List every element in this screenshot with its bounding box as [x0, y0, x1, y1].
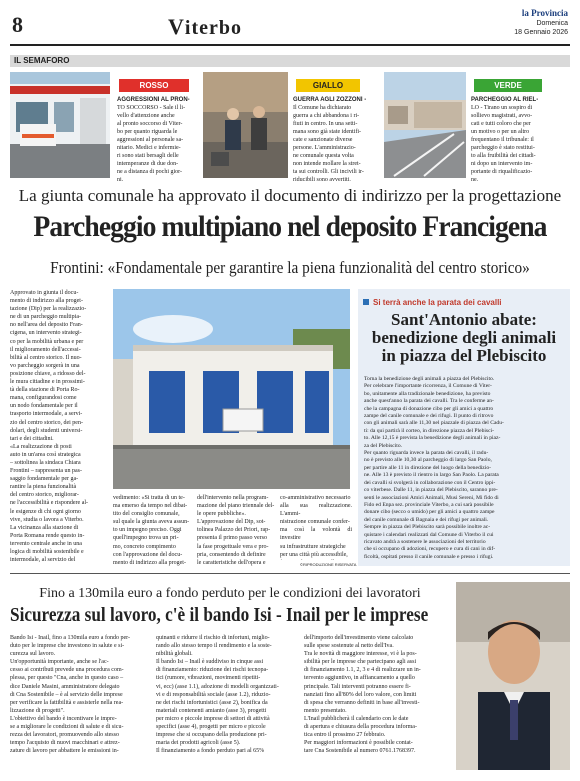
article-kicker: La giunta comunale ha approvato il documento di indirizzo per la progettazione: [18, 186, 562, 205]
text-line: Tra le novità di maggiore interesse, vi è la pos-: [304, 651, 417, 658]
semaforo-photo-hospital: [10, 72, 110, 178]
text-line: la fase progettuale vera e pro-: [197, 543, 269, 550]
text-line: duto per le imprese che investono in salute e si-: [10, 643, 125, 650]
text-line: to. Alle 12,15 è prevista la benedizione degli animali in piaz-: [364, 435, 501, 442]
text-line: dell'importo dell'investimento viene calcolato: [304, 635, 414, 641]
text-line: vo parcheggio sorgerà in una: [10, 362, 80, 369]
text-line: zature di lavoro per abbattere le emissioni in-: [10, 748, 119, 755]
article-column-4: [280, 494, 352, 560]
text-line: cesso ai contributi prevede una procedura com-: [10, 667, 124, 674]
article2-column-1: [10, 634, 150, 774]
badge-giallo: GIALLO: [296, 79, 360, 92]
text-line: co-amministrativo necessario: [280, 495, 351, 501]
photo-credit: ©RIPRODUZIONE RISERVATA: [300, 562, 357, 567]
text-line: saggio fondamentale per ga-: [10, 476, 79, 483]
text-line: rezza dei lavoratori, promuovendo allo stesso: [10, 732, 119, 739]
bus-depot-illustration: [113, 289, 350, 489]
text-line: per verificare la fattibilità e assisterle nella rea-: [10, 699, 124, 706]
text-line: tolinea Palazzo dei Priori, rap-: [197, 527, 271, 534]
text-line: tervento centrale anche in una: [10, 540, 82, 547]
semaforo-text-giallo: [293, 96, 378, 184]
semaforo-photo-parking: [384, 72, 466, 178]
text-line: Per quanto riguarda invece la parata dei cavalli, il radu-: [364, 450, 489, 457]
text-line: ne di un parcheggio multipia-: [10, 314, 81, 321]
date-day: Domenica: [536, 20, 568, 27]
text-line: tà della stazione di Porta Ro-: [10, 387, 80, 394]
text-line: il miglioramento dell'accessi-: [10, 346, 81, 353]
text-line: trasporto intermodale, a servi-: [10, 411, 83, 418]
article-headline: Parcheggio multipiano nel deposito Francigena: [33, 210, 547, 243]
text-line: L'Inail pubblicherà il calendario con le date: [304, 715, 409, 722]
text-line: mo, concreto compimento: [113, 543, 176, 550]
text-line: [280, 559, 352, 560]
text-line: co viterbese. Dalle 11, in piazza del Plebiscito, saranno pre-: [364, 487, 498, 494]
text-line: mazione del piano triennale del-: [197, 503, 275, 510]
text-line: al pronto soccorso di Viter-: [117, 121, 183, 127]
text-line: Torna la benedizione degli animali a piazza del Plebiscito.: [364, 376, 495, 382]
text-line: Il bando Isi – Inail è suddiviso in cinque assi: [156, 659, 264, 666]
text-line: un motivo o per un altro: [471, 129, 530, 135]
article-subhead: Frontini: «Fondamentale per garantire la piena funzionalità del centro storico»: [50, 258, 530, 277]
article-column-2: [113, 494, 191, 566]
text-line: ni.: [117, 177, 124, 183]
text-line: maria dei prodotti agricoli (asse 5).: [156, 740, 241, 747]
text-line: to alla fruibilità dei cittadi-: [471, 153, 536, 159]
sidebar-title: [362, 311, 566, 365]
text-line: le esigenze di chi ogni giorno: [10, 508, 81, 515]
text-line: ne dei rischi infortunistici (asse 2), bonifica da: [156, 699, 268, 706]
text-line: sul quale la giunta aveva assun-: [113, 519, 190, 526]
text-line: Per maggiori informazioni è possibile contat-: [304, 740, 413, 747]
text-line: specifici (asse 4), progetti per micro e piccole: [156, 724, 266, 731]
text-line: sibilità per le imprese che partecipano agli assi: [304, 659, 417, 666]
text-line: principale. Tali interventi potranno essere fi-: [304, 683, 411, 690]
text-line: dolari, degli studenti universi-: [10, 427, 83, 434]
text-line: Fido ed Enpa sez. provinciale Viterbo, a cui sarà possibile: [364, 501, 494, 508]
text-line: ma così la volontà di investire: [280, 527, 352, 542]
text-line: – sottolinea la sindaca Chiara: [10, 459, 81, 466]
text-line: tici (rumore, vibrazioni, movimenti ripetiti-: [156, 675, 261, 682]
text-line: le opere pubbliche».: [197, 511, 246, 518]
text-line: La vicinanza alla stazione di: [10, 524, 79, 531]
text-line: tervento aggiuntivo, in affiancamento a quello: [304, 675, 415, 682]
text-line: su infrastrutture strategiche: [280, 543, 346, 550]
text-line: no nell'area del deposito Fran-: [10, 322, 83, 329]
text-line: «La realizzazione di posti: [10, 443, 72, 450]
text-line: Frontini – rappresenta un pas-: [10, 468, 82, 475]
text-line: to un impegno preciso. Oggi: [113, 527, 182, 534]
text-line: vi e di responsabilità sociale (asse 1.2), riduzio-: [156, 691, 271, 698]
text-line: L'approvazione del Dip, sot-: [197, 519, 266, 526]
portrait-photo: [456, 582, 570, 770]
semaforo-photo-people: [203, 72, 288, 178]
text-line: ma emerso da tempo nel dibat-: [113, 503, 188, 510]
section-rule: [10, 573, 570, 574]
text-line: ta sui controlli. Gli incivili ir-: [293, 169, 364, 175]
man-portrait-illustration: [456, 582, 570, 770]
sidebar-kicker: Si terrà anche la parata dei cavalli: [373, 298, 502, 307]
text-line: che si occupano di adozioni, recupero e cura di cani in dif-: [364, 546, 496, 553]
text-line: riducibili sono avvertiti.: [293, 177, 351, 183]
text-line: vello d'attenzione anche: [117, 113, 175, 119]
text-line: Sempre in piazza del Plebiscito sarà possibile inoltre ac-: [364, 524, 491, 531]
text-line: non intende mollare la stret-: [293, 161, 361, 167]
sidebar-text: [364, 376, 566, 562]
text-line: tare Cna Sostenibile al numero 0761.1768397.: [304, 748, 416, 755]
text-line: presenta il primo passo verso: [197, 535, 267, 542]
article-column-1: [10, 289, 108, 564]
parking-illustration: [384, 72, 466, 178]
text-line: ti: da qui partirà il corteo, in direzione piazza del Plebisci-: [364, 427, 495, 434]
semaforo-label: IL SEMAFORO: [14, 56, 70, 65]
text-line: di finanziamento: riduzione dei rischi tecnopa-: [156, 667, 269, 674]
article-column-3: [197, 494, 275, 566]
text-line: portante di riqualificazio-: [471, 169, 533, 175]
text-line: ficoltà, ospitati presso il canile comunale e presso i rifugi.: [364, 553, 494, 560]
text-line: zio del centro storico, dei pen-: [10, 419, 83, 426]
text-line: dei cavalli si svolgerà in collaborazione con il Centro ippi-: [364, 479, 496, 486]
text-line: AGGRESSIONI AL PRON-: [117, 97, 190, 103]
text-line: cigena, un intervento strategi-: [10, 330, 82, 337]
text-line: rantire la piena funzionalità: [10, 484, 77, 491]
text-line: nitario. Medici e infermie-: [117, 145, 181, 151]
badge-verde: VERDE: [474, 79, 542, 92]
text-line: donare cibo (secco o umido) per gli amici a quattro zampe: [364, 509, 495, 516]
text-line: cati e tutti coloro che per: [471, 121, 531, 127]
text-line: sulle spese sostenute al netto dell'Iva.: [304, 643, 394, 650]
page-number: 8: [12, 12, 23, 37]
text-line: Approvato in giunta il docu-: [10, 290, 79, 296]
text-line: ri sono stati bersagli delle: [117, 153, 179, 159]
semaforo-text-verde: [471, 96, 567, 184]
people-illustration: [203, 72, 288, 178]
text-line: vi, ecc) (asse 1.1), adozione di modelli organizzati-: [156, 683, 279, 690]
text-line: pria, consentendo di definire: [197, 551, 266, 558]
text-line: za del Plebiscito.: [364, 442, 403, 449]
text-line: vive, studia o lavora a Viterbo.: [10, 516, 84, 523]
text-line: per partire alle 11 in direzione del luogo della benedizio-: [364, 464, 491, 471]
text-line: tica entro il prossimo 27 febbraio.: [304, 732, 386, 739]
text-line: Per celebrare l'importante ricorrenza, il Comune di Viter-: [364, 383, 492, 390]
text-line: Bando Isi - Inail, fino a 130mila euro a fondo per-: [10, 635, 131, 641]
text-line: di Cna Sostenibile – è al servizio delle imprese: [10, 691, 123, 698]
text-line: quinanti e ridurre il rischio di infortuni, miglio-: [156, 635, 270, 641]
text-line: mento di indirizzo alla proget-: [10, 298, 83, 305]
date-full: 18 Gennaio 2026: [514, 29, 568, 36]
text-line: auto in un'area così strategica: [10, 451, 81, 458]
text-line: Porta Romana rende questo in-: [10, 532, 85, 539]
text-line: tempo l'acquisto di nuovi macchinari e attrez-: [10, 740, 120, 747]
title-line: benedizione degli animali: [371, 328, 557, 347]
text-line: mana, configurandosi come: [10, 395, 77, 402]
text-line: di apertura e chiusura della procedura informa-: [304, 724, 417, 731]
text-line: cate e sanzionate diverse: [293, 137, 353, 143]
text-line: le caratteristiche dell'opera e: [197, 559, 266, 566]
text-line: nistrazione comunale confer-: [280, 519, 350, 526]
text-line: ni dopo un intervento im-: [471, 161, 533, 167]
text-line: di spesa che verranno definiti in base all'investi-: [304, 699, 420, 706]
article2-headline: Sicurezza sul lavoro, c'è il bando Isi - Inail per le imprese: [10, 604, 429, 626]
text-line: vedimento: «Si tratta di un te-: [113, 495, 185, 501]
text-line: le mura cittadine e in prossimi-: [10, 379, 85, 386]
text-line: PARCHEGGIO AL RIEL-: [471, 97, 539, 103]
sidebar-square-icon: [363, 299, 369, 305]
text-line: quell'impegno trova un pri-: [113, 535, 179, 542]
section-title: Viterbo: [168, 14, 242, 39]
text-line: sollievo magistrati, avvo-: [471, 113, 533, 119]
semaforo-text-rosso: [117, 96, 197, 184]
text-line: bo, unitamente alla tradizionale benedizione, ha previsto: [364, 390, 491, 397]
text-line: per micro e piccole imprese di settori di attività: [156, 715, 270, 722]
text-line: intermodale, al servizio del: [10, 557, 76, 564]
text-line: alla sua realizzazione. L'ammi-: [280, 503, 352, 518]
text-line: del centro storico, migliorar-: [10, 492, 79, 499]
text-line: quistare i calendari realizzati dal Comune di Viterbo il cui: [364, 531, 494, 538]
text-line: nibilità globali.: [156, 651, 193, 658]
text-line: ricavato andrà a sostenere le associazioni del territorio: [364, 538, 486, 545]
text-line: tari e dei cittadini.: [10, 435, 54, 442]
text-line: materiali contenenti amianto (asse 3), progetti: [156, 707, 267, 714]
article2-kicker: Fino a 130mila euro a fondo perduto per le condizioni dei lavoratori: [39, 586, 421, 601]
text-line: con l'approvazione del docu-: [113, 551, 183, 558]
text-line: ne l'accessibilità e rispondere al-: [10, 500, 89, 507]
text-line: TO SOCCORSO - Sale il li-: [117, 105, 186, 111]
text-line: plessa, per questo "Cna, anche in questo caso –: [10, 675, 124, 682]
text-line: nanziati fino all'80% del loro valore, con limiti: [304, 691, 417, 698]
text-line: mana sono già state identifi-: [293, 129, 361, 135]
text-line: rando allo stesso tempo il rendimento e la soste-: [156, 643, 272, 650]
text-line: mento di indirizzo alla proget-: [113, 559, 186, 566]
text-line: co per la mobilità urbana e per: [10, 338, 84, 345]
text-line: aggressioni al personale sa-: [117, 137, 184, 143]
text-line: dell'intervento nella program-: [197, 495, 269, 501]
text-line: con gli animali sarà alle 11,30 nel piazzale di piazza del Cadu-: [364, 420, 504, 427]
text-line: del canile comunale di Bagnaia e dei rifugi per animali.: [364, 516, 489, 523]
text-line: fiuti in centro. In una setti-: [293, 121, 358, 127]
text-line: Il Comune ha dichiarato: [293, 105, 352, 111]
badge-rosso: ROSSO: [119, 79, 189, 92]
text-line: parcheggio è stato restitui-: [471, 145, 535, 151]
text-line: di finanziamento 1.1, 2, 3 e 4 di realizzare un in-: [304, 667, 421, 674]
text-line: guerra a chi abbandona i ri-: [293, 113, 360, 119]
text-line: intemperanze di due don-: [117, 161, 179, 167]
text-line: un nodo fondamentale per il: [10, 403, 78, 410]
text-line: tazione (Dip) per la realizzazio-: [10, 306, 87, 313]
text-line: zampe del canile comunale e dei rifugi. Il punto di ritrovo: [364, 413, 494, 420]
text-line: ne comunale questa volta: [293, 153, 354, 159]
text-line: tito del consiglio comunale,: [113, 511, 180, 518]
newspaper-name: la Provincia: [521, 8, 568, 18]
text-line: Il finanziamento a fondo perduto pari al 65%: [156, 748, 265, 755]
text-line: dice Daniele Masini, amministratore delegato: [10, 683, 120, 690]
hospital-illustration: [10, 72, 110, 178]
text-line: GUERRA AGLI ZOZZONI -: [293, 97, 367, 103]
text-line: imprese che si occupano della produzione pri-: [156, 732, 267, 739]
text-line: se a migliorare le condizioni di salute e di sicu-: [10, 724, 124, 731]
text-line: senti le associazioni Amici Animali, Musi Sereni, Mi fido di: [364, 494, 499, 501]
text-line: che la campagna di donazione cibo per gli amici a quattro: [364, 405, 494, 412]
text-line: ne.: [471, 177, 479, 183]
title-line: Sant'Antonio abate:: [391, 310, 537, 329]
text-line: anche quest'anno la parata dei cavalli. Tra le conferme an-: [364, 398, 494, 405]
text-line: bilità al centro storico. Il nuo-: [10, 354, 82, 361]
text-line: per una città più accessibile,: [280, 551, 348, 558]
deposit-photo: [113, 289, 350, 489]
text-line: Un'opportunità importante, anche se l'ac-: [10, 659, 109, 666]
article2-column-3: [304, 634, 450, 774]
text-line: posizione chiave, a ridosso del-: [10, 370, 86, 377]
text-line: L'obiettivo del bando è incentivare le impre-: [10, 715, 117, 722]
text-line: no è previsto alle 10,30 al parcheggio di largo San Paolo,: [364, 457, 492, 464]
text-line: bo per quanto riguarda le: [117, 129, 178, 135]
text-line: mento presentato.: [304, 707, 347, 714]
text-line: frequentano il tribunale: il: [471, 137, 534, 143]
text-line: logica di mobilità sostenibile e: [10, 549, 84, 555]
text-line: ne. Alle 13 è previsto il rientro in largo San Paolo. La parata: [364, 472, 499, 479]
text-line: persone. L'amministrazio-: [293, 145, 356, 151]
text-line: LO - Tirano un sospiro di: [471, 105, 533, 111]
title-line: in piazza del Plebiscito: [381, 346, 547, 365]
text-line: lizzazione di progetti".: [10, 707, 65, 714]
header-rule: [10, 44, 570, 46]
text-line: ne a distanza di pochi gior-: [117, 169, 183, 175]
text-line: curezza sul lavoro.: [10, 651, 56, 658]
article2-column-2: [156, 634, 298, 774]
semaforo-bar: [10, 55, 570, 67]
